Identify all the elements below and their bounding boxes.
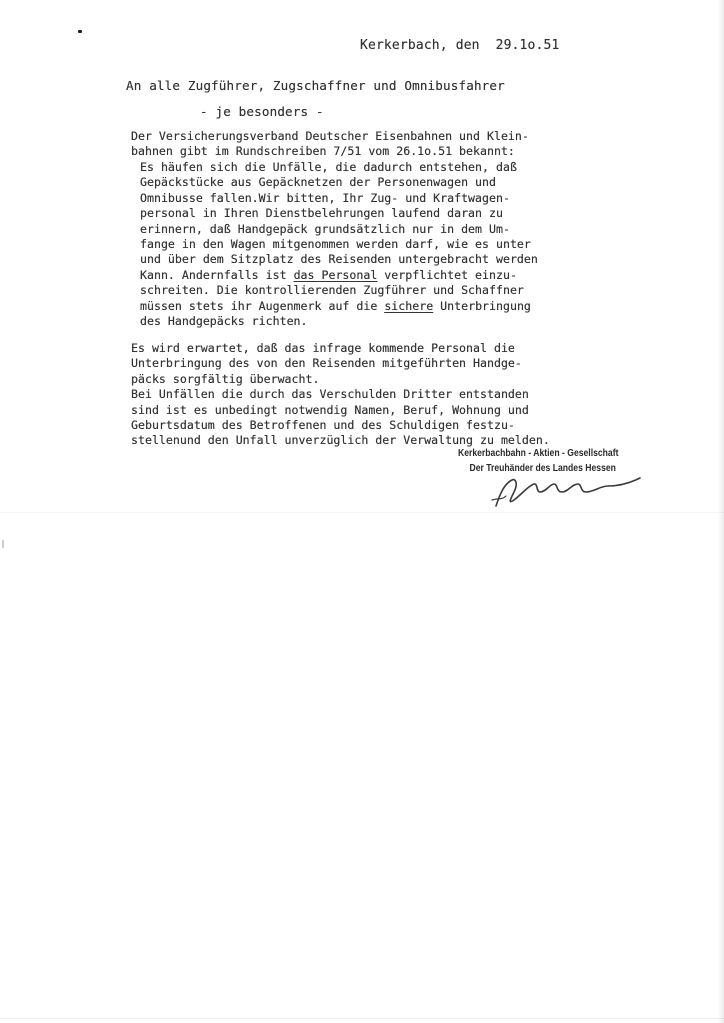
- margin-mark: [2, 540, 4, 548]
- emphasis-line: - je besonders -: [200, 104, 324, 119]
- quote-line-personal: [140, 268, 538, 283]
- expect-line: Es wird erwartet, daß das infrage kommende Personal die: [131, 341, 515, 355]
- quote-line: des Handgepäcks richten.: [140, 314, 308, 329]
- intro-paragraph: [131, 129, 529, 160]
- recipients-line: An alle Zugführer, Zugschaffner und Omnibusfahrer: [126, 78, 505, 93]
- stamp-trustee: Der Treuhänder des Landes Hessen: [469, 462, 616, 474]
- expectation-paragraph: [131, 341, 550, 449]
- quote-text: Unterbringung: [433, 298, 531, 313]
- expect-line: Geburtsdatum des Betroffenen und des Schuldigen festzu-: [131, 418, 515, 433]
- ink-dot: [78, 30, 82, 33]
- quote-line: und über dem Sitzplatz des Reisenden untergebracht werden: [140, 252, 538, 267]
- intro-line: Der Versicherungsverband Deutscher Eisenbahnen und Klein-: [131, 129, 529, 143]
- stamp-company: Kerkerbachbahn - Aktien - Gesellschaft: [458, 447, 619, 459]
- date-line: Kerkerbach, den 29.1o.51: [360, 38, 560, 53]
- quote-line: erinnern, daß Handgepäck grundsätzlich nur in dem Um-: [140, 221, 510, 236]
- quote-line: Es häufen sich die Unfälle, die dadurch entstehen, daß: [140, 160, 517, 174]
- quote-text: verpflichtet einzu-: [377, 267, 517, 282]
- underlined-sichere: sichere: [384, 298, 434, 313]
- quote-text: müssen stets ihr Augenmerk auf die: [140, 298, 385, 313]
- expect-line: Unterbringung des von den Reisenden mitgeführten Handge-: [131, 356, 522, 371]
- expect-line: päcks sorgfältig überwacht.: [131, 371, 320, 386]
- quoted-circular: [140, 160, 538, 329]
- quote-line: schreiten. Die kontrollierenden Zugführer und Schaffner: [140, 283, 524, 298]
- handwritten-signature: [488, 470, 658, 510]
- quote-text: Kann. Andernfalls ist: [140, 267, 294, 282]
- expect-line: stellenund den Unfall unverzüglich der Verwaltung zu melden.: [131, 433, 550, 448]
- quote-line: Gepäckstücke aus Gepäcknetzen der Personenwagen und: [140, 175, 496, 190]
- underlined-personal: das Personal: [293, 267, 378, 282]
- scan-fold-line: [0, 512, 724, 513]
- quote-line: fange in den Wagen mitgenommen werden darf, wie es unter: [140, 237, 531, 252]
- expect-line: Bei Unfällen die durch das Verschulden Dritter entstanden: [131, 387, 529, 402]
- expect-line: sind ist es unbedingt notwendig Namen, Beruf, Wohnung und: [131, 402, 529, 417]
- intro-line: bahnen gibt im Rundschreiben 7/51 vom 26.1o.51 bekannt:: [131, 144, 515, 159]
- page-bottom-edge: [0, 1018, 724, 1019]
- quote-line-sichere: [140, 299, 538, 314]
- quote-line: Omnibusse fallen.Wir bitten, Ihr Zug- und Kraftwagen-: [140, 190, 510, 205]
- quote-line: personal in Ihren Dienstbelehrungen laufend daran zu: [140, 206, 503, 221]
